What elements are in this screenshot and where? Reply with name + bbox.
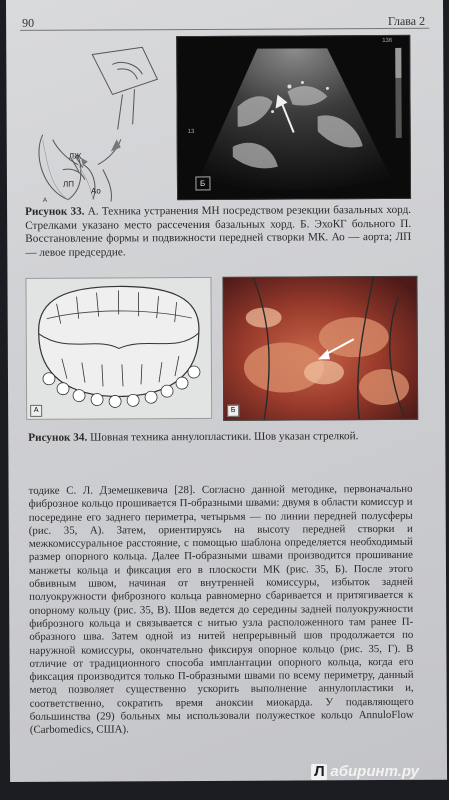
- figure34-caption: [28, 430, 412, 446]
- watermark-logo-icon: Л: [311, 764, 327, 780]
- book-page: [6, 0, 447, 782]
- label-ao: Ао: [90, 186, 101, 196]
- panel-label-b: Б: [199, 178, 206, 188]
- figure34-photo: [222, 276, 418, 421]
- figure33-caption: [25, 204, 411, 260]
- watermark-text: абиринт.ру: [330, 763, 419, 780]
- page-number: 90: [22, 15, 35, 30]
- figure33-drawing: [22, 39, 173, 205]
- label-lp: ЛП: [62, 179, 74, 189]
- panel-label-a: А: [43, 197, 48, 204]
- echo-scale-side: 13: [187, 129, 195, 136]
- figure33-echo-image: [176, 35, 411, 200]
- page-header: [20, 12, 429, 31]
- chapter-title: Глава 2: [387, 13, 426, 29]
- panel-label-b: Б: [227, 405, 239, 417]
- figure33-caption-head: Рисунок 33.: [25, 205, 85, 218]
- figure34-caption-text: Шовная техника аннулопластики. Шов указан стрелкой.: [87, 430, 359, 444]
- label-lzh: ЛЖ: [68, 151, 82, 161]
- watermark: [311, 763, 419, 780]
- figure33-caption-text: А. Техника устранения МН посредством резекции базальных хорд. Стрелками указано место рассечения базальных хорд. Б. ЭхоКГ больного П. Восстановление формы и подвижности передней створки МК. Ао — аорта; ЛП — левое предсердие.: [25, 203, 412, 259]
- figure34-caption-head: Рисунок 34.: [28, 431, 88, 444]
- echo-scale-top: 136: [382, 37, 393, 45]
- panel-label-a: А: [30, 405, 42, 417]
- body-text: тодике С. Л. Дземешкевича [28]. Согласно данной методике, первоначально фиброзное кольцо прошивается П-образными швами: двумя в области комиссур и посередине его заднего периметра, четырьмя — по линии передней полусферы (рис. 35, А). Затем, ориентируясь на высоту передней створки и межкомиссуральное расстояние, с помощью шаблона определяется необходимый размер опорного кольца. Далее П-образными швами производится прошивание манжеты кольца и фиксация его в плоскости МК (рис. 35, Б). После этого обвивным швом, начиная от внутренней комиссуры, избыток задней полуокружности фиброзного кольца равномерно сбаривается и притягивается к опорному кольцу (рис. 35, В). Шов ведется до середины задней полуокружности фиброзного кольца и связывается с нитью узла расположенного там ранее П-образного шва. Затем одной из нитей непрерывный шов продолжается по наружной комиссуры, окончательно фиксируя опорное кольцо (рис. 35, Г). В отличие от традиционного способа имплантации опорного кольца, когда его фиксация производится только П-образными швами по всему периметру, данный метод позволяет существенно ускорить выполнение аннулопластики и, соответственно, сократить время аноксии миокарда. У подавляющего большинства (29) больных мы использовали полужесткое кольцо AnnuloFlow (Carbomedics, США).: [28, 482, 414, 737]
- figure34-drawing: [25, 277, 212, 420]
